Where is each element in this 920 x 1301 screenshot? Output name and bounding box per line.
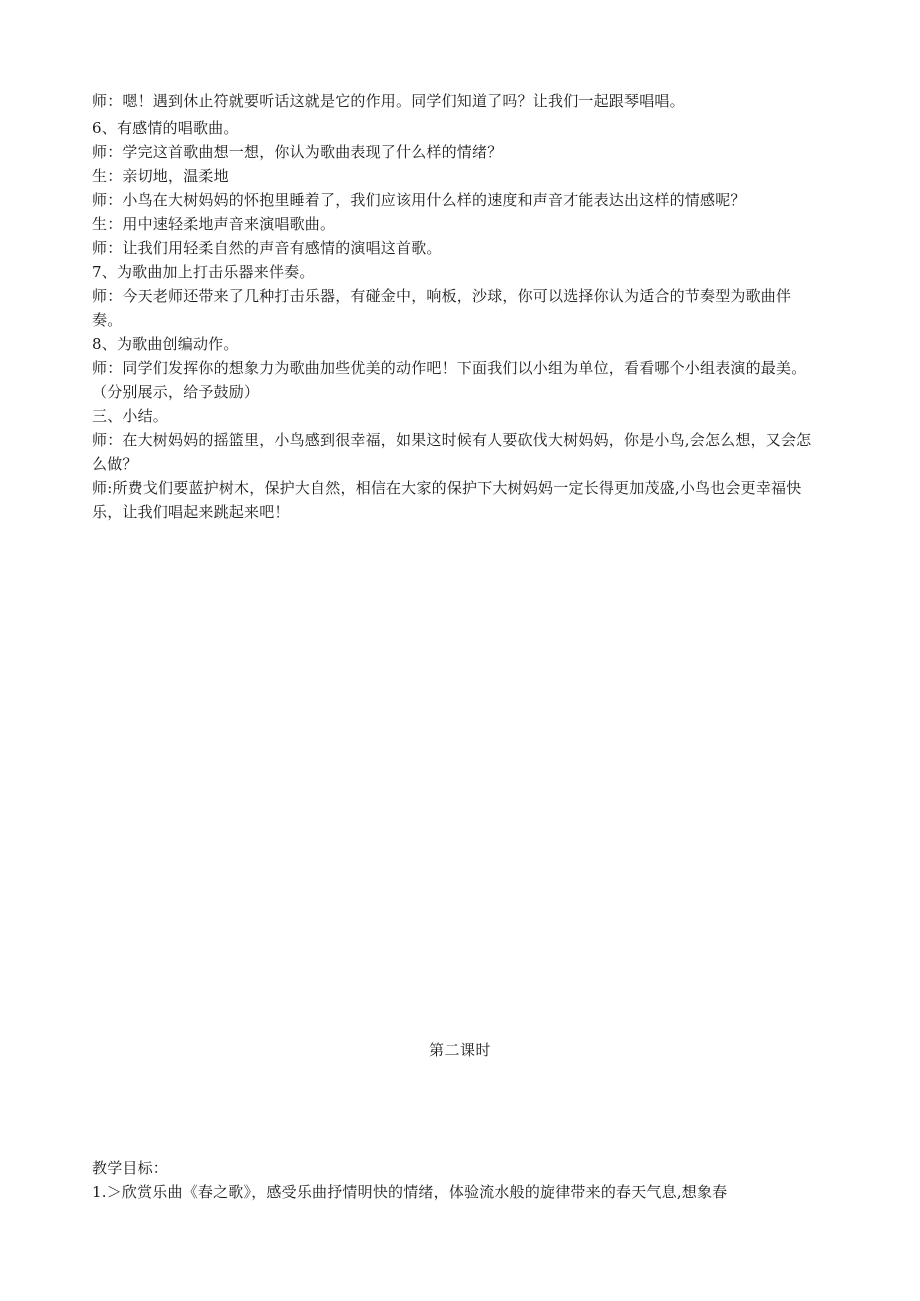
summary-heading: 三、小结。 bbox=[92, 407, 169, 425]
step-8-heading: 8、为歌曲创编动作。 bbox=[92, 335, 239, 353]
step-7-heading: 7、为歌曲加上打击乐器来伴奏。 bbox=[92, 263, 315, 281]
step-6-heading: 6、有感情的唱歌曲。 bbox=[92, 119, 239, 137]
teaching-goals-heading: 教学目标： bbox=[92, 1159, 169, 1177]
paragraph-teacher-movements: 师：同学们发挥你的想象力为歌曲加些优美的动作吧！下面我们以小组为单位，看看哪个小组表演的最美。（分别展示，给予鼓励） bbox=[92, 359, 807, 401]
paragraph-teacher-percussion: 师：今天老师还带来了几种打击乐器，有碰金中，响板，沙球，你可以选择你认为适合的节奏型为歌曲伴奏。 bbox=[92, 287, 792, 329]
lesson-two-title: 第二课时 bbox=[428, 1041, 491, 1059]
paragraph-teacher-rest-note: 师：嗯！遇到休止符就要听话这就是它的作用。同学们知道了吗？让我们一起跟琴唱唱。 bbox=[92, 92, 685, 110]
paragraph-teacher-question-emotion: 师：学完这首歌曲想一想，你认为歌曲表现了什么样的情绪？ bbox=[92, 143, 503, 161]
paragraph-student-answer-speed: 生：用中速轻柔地声音来演唱歌曲。 bbox=[92, 215, 336, 233]
paragraph-student-answer-emotion: 生：亲切地，温柔地 bbox=[92, 167, 229, 185]
paragraph-teacher-protect-trees: 师:所费戈们要蓝护树木，保护大自然，相信在大家的保护下大树妈妈一定长得更加茂盛,小鸟也会更幸福快乐，让我们唱起来跳起来吧！ bbox=[92, 479, 802, 521]
paragraph-teacher-sing: 师：让我们用轻柔自然的声音有感情的演唱这首歌。 bbox=[92, 239, 442, 257]
paragraph-teacher-question-speed: 师：小鸟在大树妈妈的怀抱里睡着了，我们应该用什么样的速度和声音才能表达出这样的情感呢？ bbox=[92, 191, 746, 209]
lesson-two-text bbox=[92, 1156, 820, 1204]
teaching-goal-1: 1.＞欣赏乐曲《春之歌》，感受乐曲抒情明快的情绪，体验流水般的旋律带来的春天气息,想象春 bbox=[92, 1183, 728, 1201]
paragraph-teacher-cradle: 师：在大树妈妈的摇篮里，小鸟感到很幸福，如果这时候有人要砍伐大树妈妈，你是小鸟,会怎么想，又会怎么做？ bbox=[92, 431, 812, 473]
lesson-one-text bbox=[92, 89, 820, 524]
